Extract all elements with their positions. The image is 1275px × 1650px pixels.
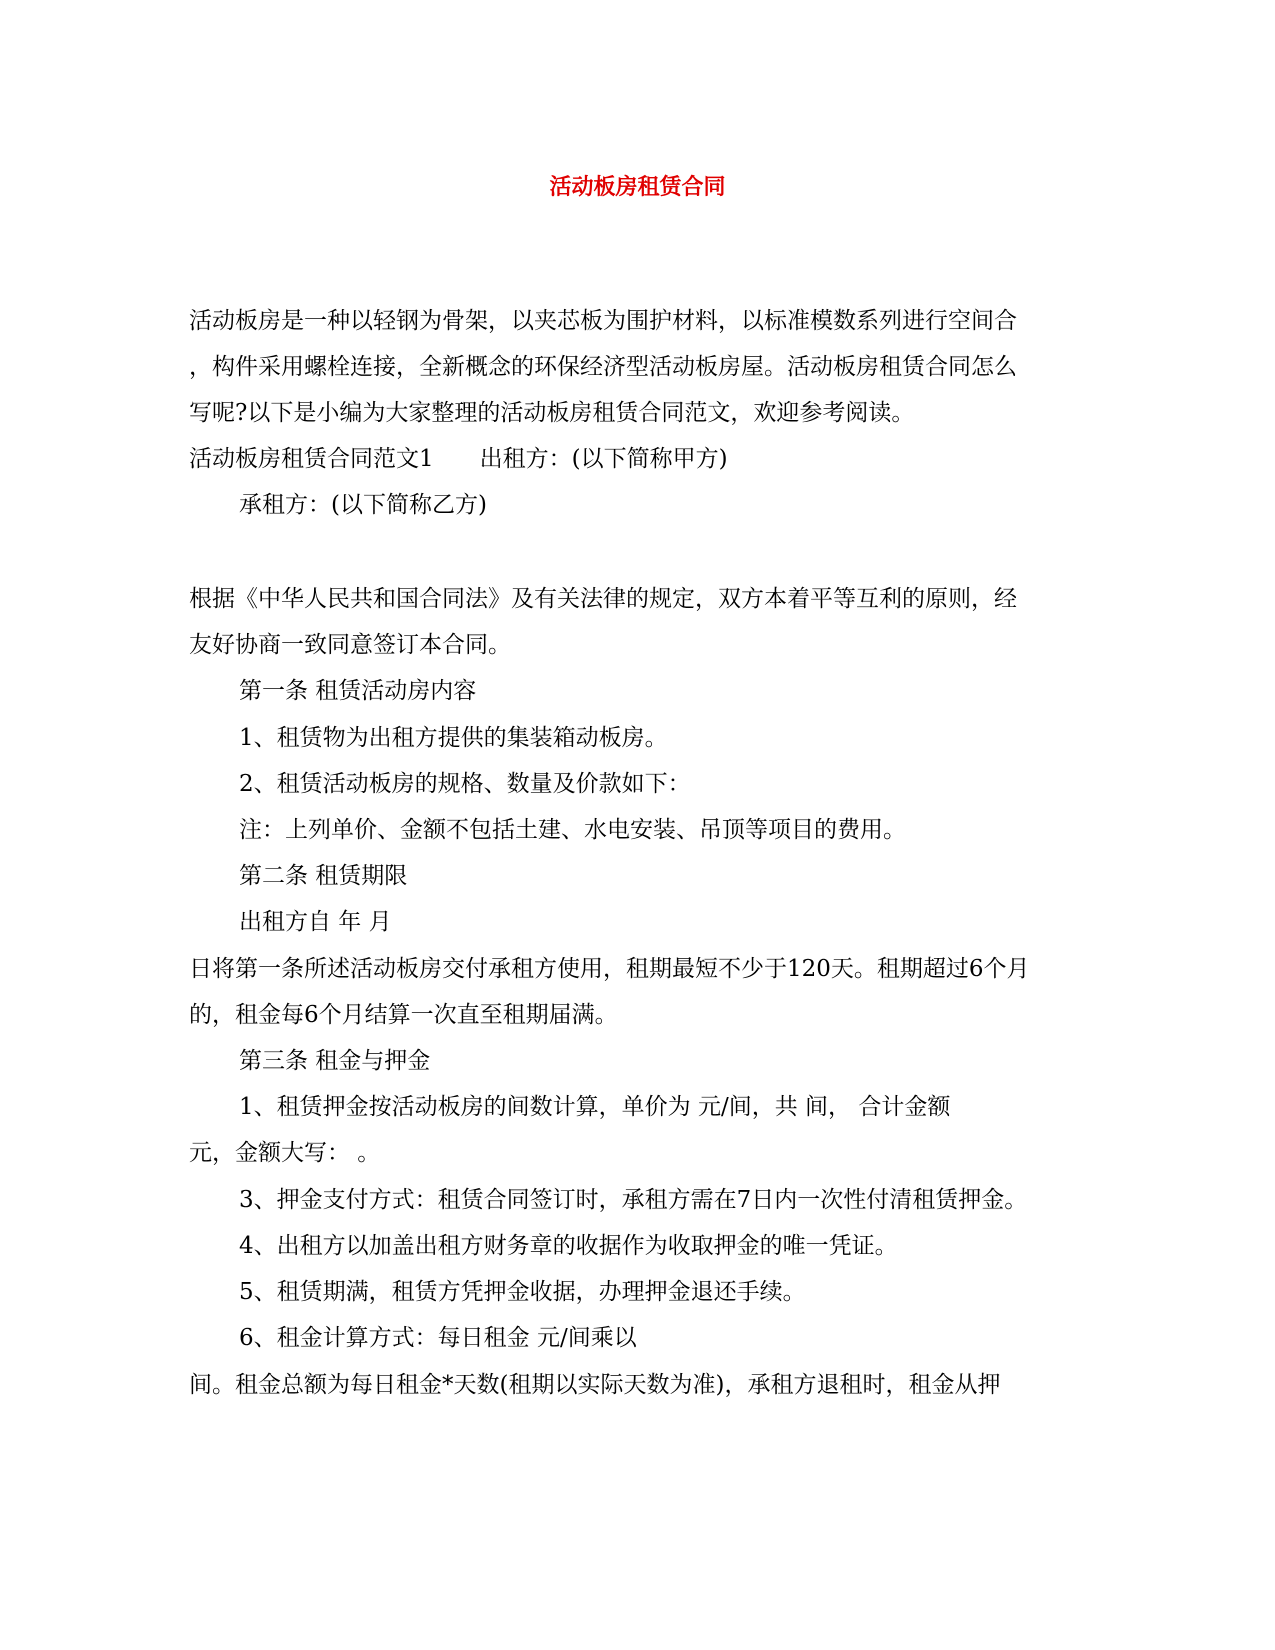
lessee-line: 承租方：(以下简称乙方) — [239, 492, 487, 518]
article-2-line-2: 日将第一条所述活动板房交付承租方使用，租期最短不少于120天。租期超过6个月 — [189, 956, 1030, 982]
article-3-item-6-cont: 间。租金总额为每日租金*天数(租期以实际天数为准)，承租方退租时，租金从押 — [189, 1372, 1001, 1398]
preamble-line-2: 友好协商一致同意签订本合同。 — [189, 632, 511, 658]
sample-heading-lessor: 活动板房租赁合同范文1 出租方：(以下简称甲方) — [189, 446, 728, 472]
document-title: 活动板房租赁合同 — [549, 174, 726, 200]
intro-line-3: 写呢?以下是小编为大家整理的活动板房租赁合同范文，欢迎参考阅读。 — [189, 400, 915, 426]
article-3-item-4: 4、出租方以加盖出租方财务章的收据作为收取押金的唯一凭证。 — [239, 1233, 898, 1259]
article-1-item-2: 2、租赁活动板房的规格、数量及价款如下： — [239, 771, 691, 797]
article-3-item-1: 1、租赁押金按活动板房的间数计算，单价为 元/间，共 间， 合计金额 — [239, 1094, 951, 1120]
article-3-item-5: 5、租赁期满，租赁方凭押金收据，办理押金退还手续。 — [239, 1279, 806, 1305]
article-2-line-1: 出租方自 年 月 — [239, 909, 392, 935]
article-1-heading: 第一条 租赁活动房内容 — [239, 678, 477, 704]
article-3-item-3: 3、押金支付方式：租赁合同签订时，承租方需在7日内一次性付清租赁押金。 — [239, 1187, 1028, 1213]
article-3-item-6: 6、租金计算方式：每日租金 元/间乘以 — [239, 1325, 637, 1351]
article-1-item-1: 1、租赁物为出租方提供的集装箱动板房。 — [239, 725, 668, 751]
intro-line-2: ，构件采用螺栓连接，全新概念的环保经济型活动板房屋。活动板房租赁合同怎么 — [189, 354, 1017, 380]
article-2-heading: 第二条 租赁期限 — [239, 863, 408, 889]
article-2-line-3: 的，租金每6个月结算一次直至租期届满。 — [189, 1002, 618, 1028]
article-1-note: 注：上列单价、金额不包括土建、水电安装、吊顶等项目的费用。 — [239, 817, 906, 843]
article-3-heading: 第三条 租金与押金 — [239, 1048, 431, 1074]
intro-line-1: 活动板房是一种以轻钢为骨架，以夹芯板为围护材料，以标准模数系列进行空间合 — [189, 308, 1017, 334]
article-3-item-1-cont: 元，金额大写： 。 — [189, 1140, 381, 1166]
preamble-line-1: 根据《中华人民共和国合同法》及有关法律的规定，双方本着平等互利的原则，经 — [189, 586, 1017, 612]
